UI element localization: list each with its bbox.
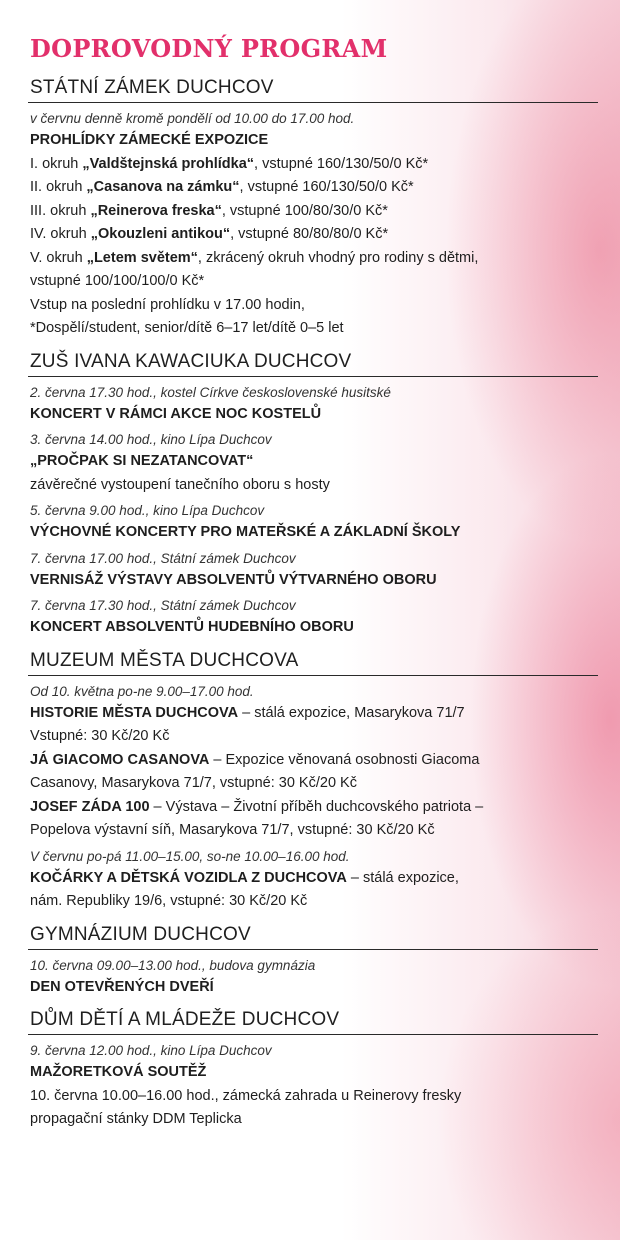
- event-detail: 10. června 10.00–16.00 hod., zámecká zahrada u Reinerovy fresky: [30, 1087, 462, 1104]
- exhibit-detail: nám. Republiky 19/6, vstupné: 30 Kč/20 Kč: [30, 893, 308, 909]
- event-title: KONCERT V RÁMCI AKCE NOC KOSTELŮ: [30, 405, 322, 422]
- tour-item-continued: vstupné 100/100/100/0 Kč*: [30, 273, 205, 289]
- exhibit-detail: Casanovy, Masarykova 71/7, vstupné: 30 Kč/20 Kč: [30, 775, 357, 791]
- last-entry-note: Vstup na poslední prohlídku v 17.00 hodin,: [30, 296, 305, 313]
- section-heading: GYMNÁZIUM DUCHCOV: [28, 924, 598, 950]
- event-time: 9. června 12.00 hod., kino Lípa Duchcov: [30, 1043, 272, 1058]
- program-page: [28, 34, 598, 1142]
- event-time: 3. června 14.00 hod., kino Lípa Duchcov: [30, 432, 272, 447]
- section-ddm: [28, 1009, 598, 1132]
- event-title: „PROČPAK SI NEZATANCOVAT“: [30, 453, 254, 469]
- section-heading: ZUŠ IVANA KAWACIUKA DUCHCOV: [28, 351, 598, 377]
- event-time: V červnu po-pá 11.00–15.00, so-ne 10.00–16.00 hod.: [30, 848, 350, 864]
- tour-item: III. okruh „Reinerova freska“, vstupné 100/80/30/0 Kč*: [30, 202, 388, 219]
- event-time: 10. června 09.00–13.00 hod., budova gymnázia: [30, 957, 316, 973]
- event-description: závěrečné vystoupení tanečního oboru s hosty: [30, 476, 330, 493]
- section-heading: MUZEUM MĚSTA DUCHCOVA: [28, 650, 598, 676]
- exhibit-item: KOČÁRKY A DĚTSKÁ VOZIDLA Z DUCHCOVA – stálá expozice,: [30, 869, 459, 886]
- exhibit-detail: Vstupné: 30 Kč/20 Kč: [30, 728, 170, 744]
- event-title: VERNISÁŽ VÝSTAVY ABSOLVENTŮ VÝTVARNÉHO OBORU: [30, 571, 437, 588]
- event-time: 7. června 17.30 hod., Státní zámek Duchcov: [30, 598, 296, 613]
- section-heading: STÁTNÍ ZÁMEK DUCHCOV: [28, 77, 598, 103]
- exhibit-detail: Popelova výstavní síň, Masarykova 71/7, vstupné: 30 Kč/20 Kč: [30, 822, 435, 838]
- event-time: 2. června 17.30 hod., kostel Církve československé husitské: [30, 384, 391, 400]
- event-title: DEN OTEVŘENÝCH DVEŘÍ: [30, 978, 214, 995]
- event-title: MAŽORETKOVÁ SOUTĚŽ: [30, 1064, 207, 1080]
- exhibit-item: JÁ GIACOMO CASANOVA – Expozice věnovaná osobnosti Giacoma: [30, 751, 480, 768]
- page-title: DOPROVODNÝ PROGRAM: [30, 34, 388, 63]
- tour-item: IV. okruh „Okouzleni antikou“, vstupné 80/80/80/0 Kč*: [30, 226, 389, 242]
- tour-item: II. okruh „Casanova na zámku“, vstupné 160/130/50/0 Kč*: [30, 179, 414, 195]
- event-title: KONCERT ABSOLVENTŮ HUDEBNÍHO OBORU: [30, 619, 354, 635]
- section-heading: DŮM DĚTÍ A MLÁDEŽE DUCHCOV: [28, 1009, 598, 1035]
- section-zus: [28, 351, 598, 640]
- tour-item: V. okruh „Letem světem“, zkrácený okruh vhodný pro rodiny s dětmi,: [30, 249, 479, 266]
- event-title: PROHLÍDKY ZÁMECKÉ EXPOZICE: [30, 132, 269, 148]
- event-time: Od 10. května po-ne 9.00–17.00 hod.: [30, 683, 254, 699]
- section-zamek: [28, 77, 598, 341]
- event-detail: propagační stánky DDM Teplicka: [30, 1111, 242, 1127]
- event-time: 5. června 9.00 hod., kino Lípa Duchcov: [30, 503, 265, 518]
- event-title: VÝCHOVNÉ KONCERTY PRO MATEŘSKÉ A ZÁKLADNÍ ŠKOLY: [30, 524, 461, 540]
- section-gymnazium: [28, 924, 598, 1000]
- event-time: 7. června 17.00 hod., Státní zámek Duchcov: [30, 550, 296, 566]
- section-muzeum: [28, 650, 598, 914]
- tour-item: I. okruh „Valdštejnská prohlídka“, vstupné 160/130/50/0 Kč*: [30, 155, 429, 172]
- exhibit-item: JOSEF ZÁDA 100 – Výstava – Životní příběh duchcovského patriota –: [30, 798, 484, 815]
- price-footnote: *Dospělí/student, senior/dítě 6–17 let/dítě 0–5 let: [30, 320, 344, 336]
- exhibit-item: HISTORIE MĚSTA DUCHCOVA – stálá expozice, Masarykova 71/7: [30, 704, 465, 721]
- event-time: v červnu denně kromě pondělí od 10.00 do 17.00 hod.: [30, 111, 355, 126]
